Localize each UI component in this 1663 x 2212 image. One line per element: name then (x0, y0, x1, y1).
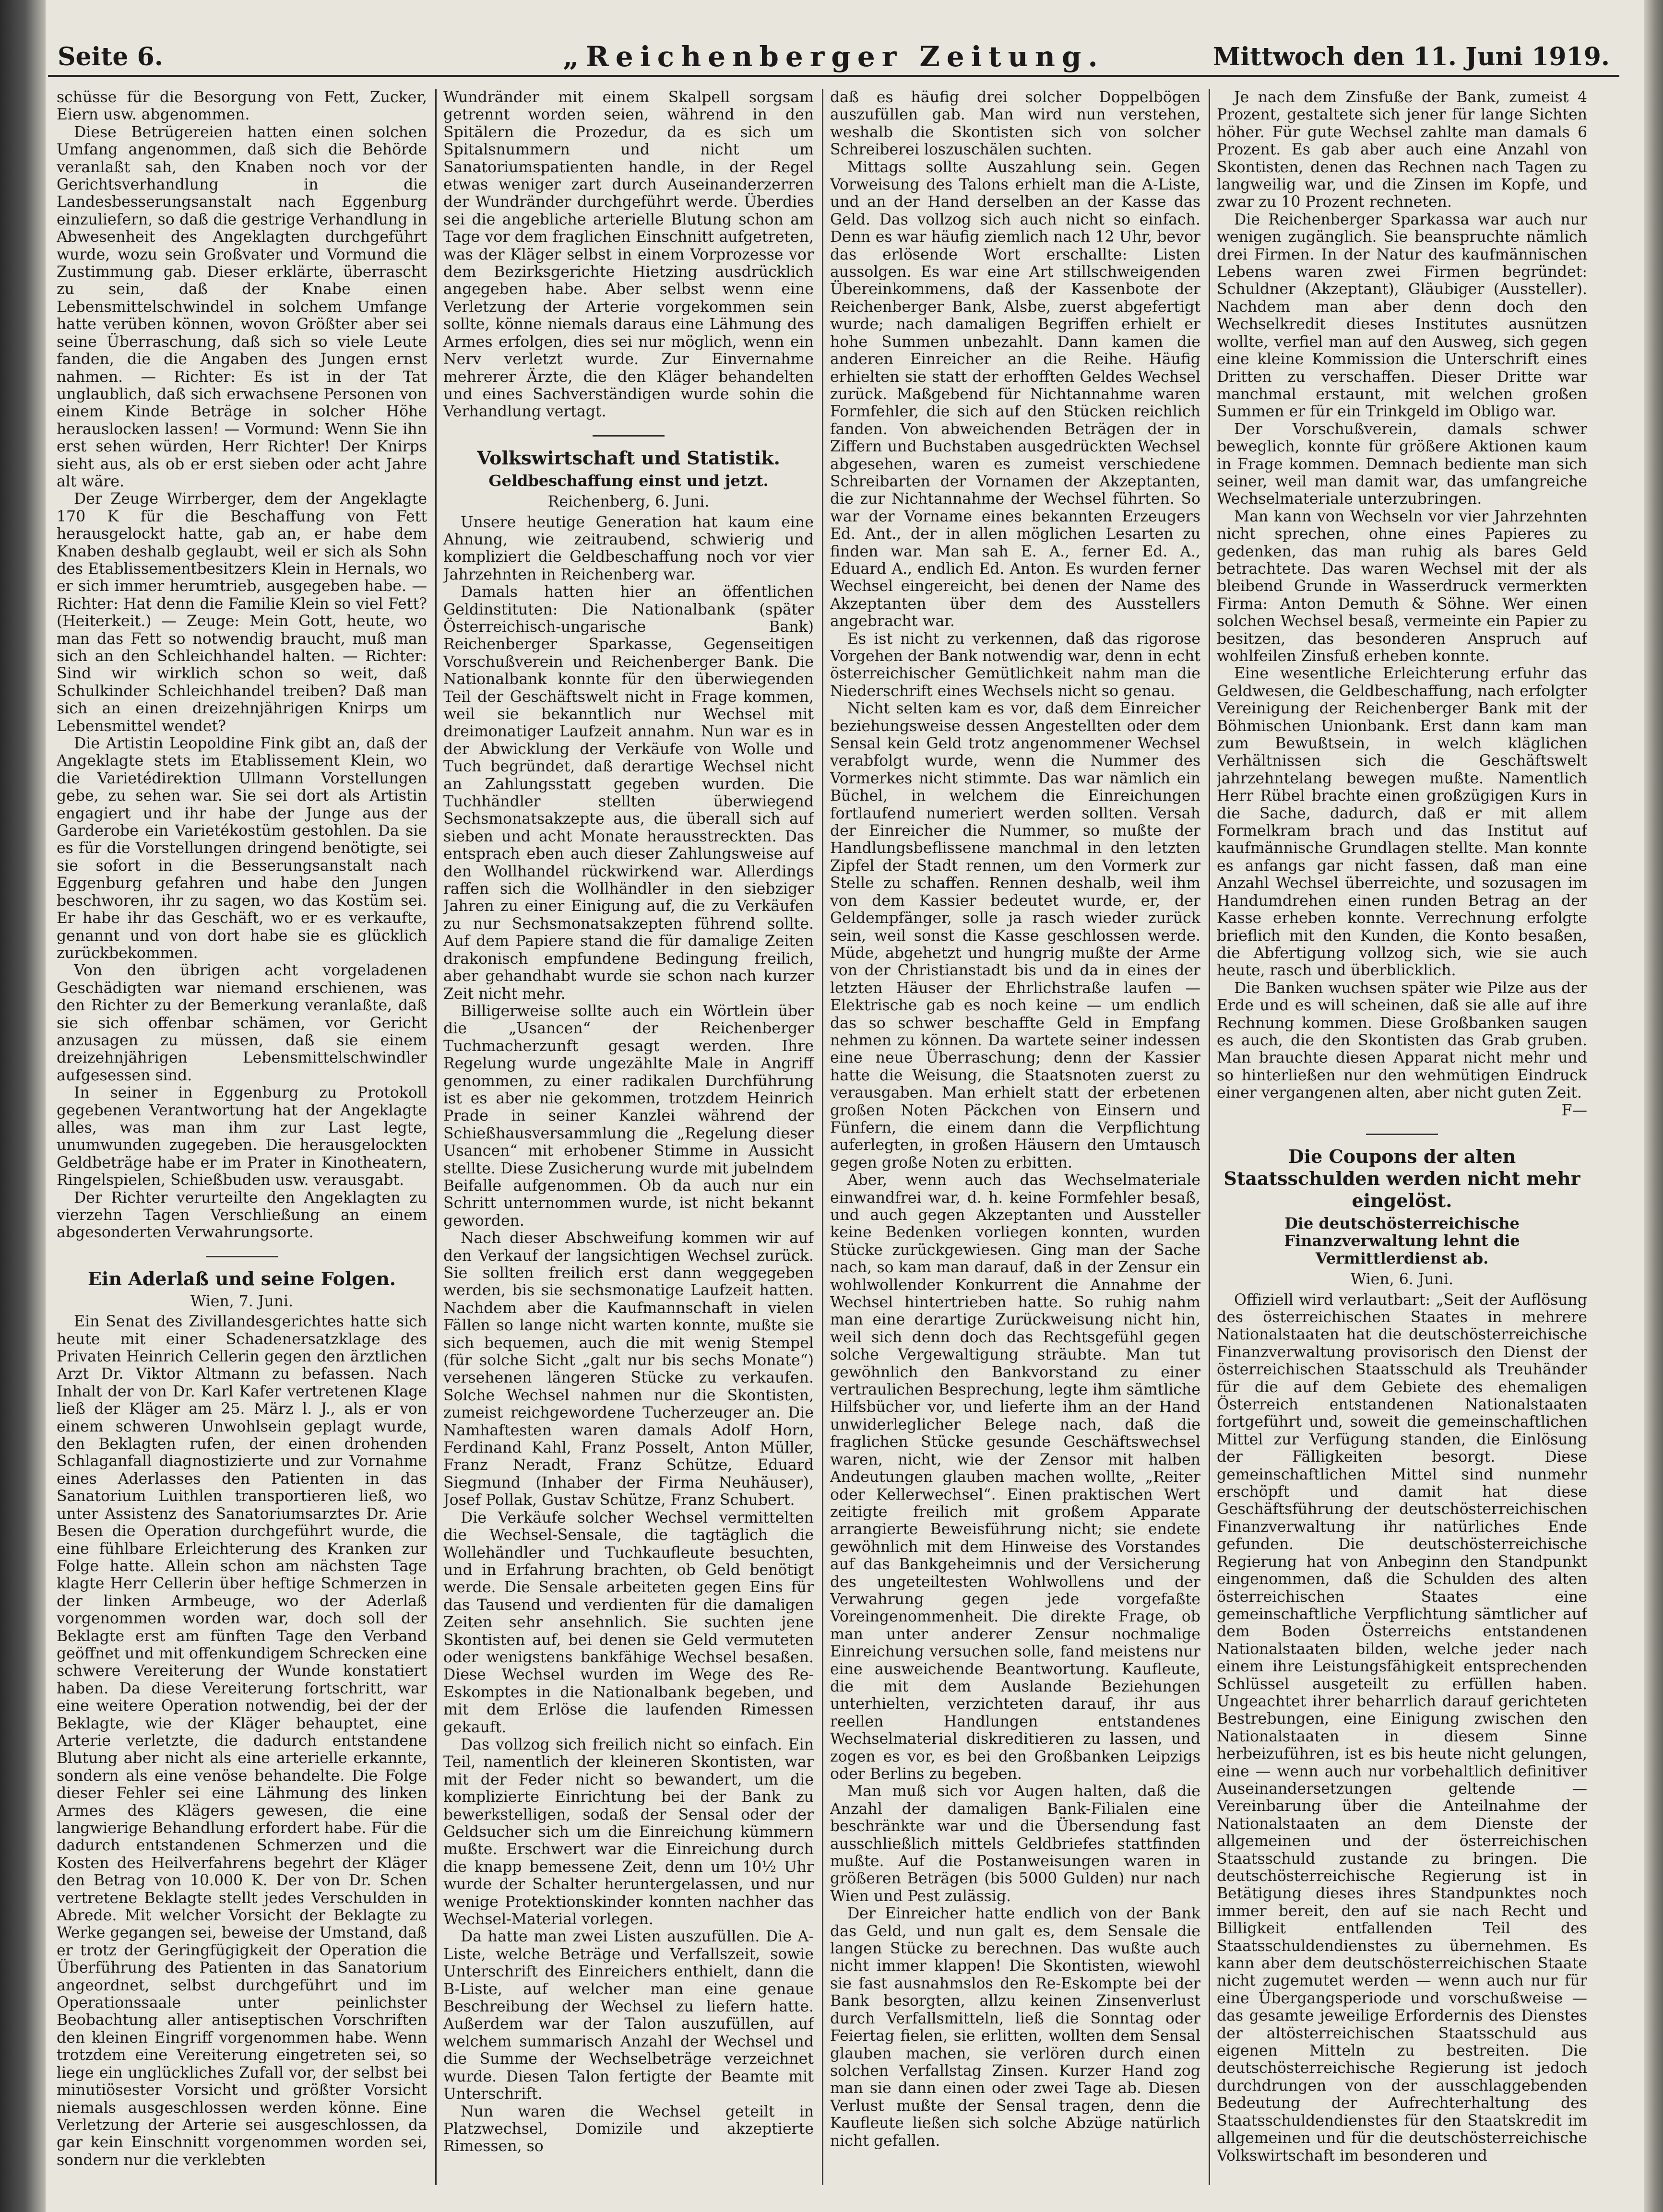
column-1 (57, 89, 427, 2185)
masthead (48, 37, 1619, 77)
text-columns (57, 89, 1616, 2185)
paragraph: Die Reichenberger Sparkassa war auch nur wenigen zugänglich. Sie beanspruchte nämlich drei Firmen. In der Natur des kaufmännischen Lebens waren zwei Firmen begründet: Schuldner (Akzeptant), Gläubiger (Aussteller). Nachdem man aber denn doch den Wechselkredit dieses Institutes ausnützen wollte, verfiel man auf den Ausweg, sich gegen eine kleine Kommission die Unterschrift eines Dritten zu verschaffen. Dieser Dritte war manchmal erstaunt, mit welchen großen Summen er für ein Trinkgeld im Obligo war. (1217, 211, 1587, 421)
paragraph: Die Banken wuchsen später wie Pilze aus der Erde und es will scheinen, daß sie alle auf ihre Rechnung kommen. Diese Großbanken saugen es auch, die den Skontisten das Grab gruben. Man brauchte diesen Apparat nicht mehr und so hinterließen nur den wehmütigen Eindruck einer vergangenen alten, aber nicht guten Zeit. (1217, 979, 1587, 1102)
paragraph: schüsse für die Besorgung von Fett, Zucker, Eiern usw. abgenommen. (57, 89, 427, 124)
paragraph: Man muß sich vor Augen halten, daß die Anzahl der damaligen Bank-Filialen eine beschränkte war und die Übersendung fast ausschließlich mittels Geldbriefes stattfinden mußte. Auf die Postanweisungen waren in größeren Beträgen (bis 5000 Gulden) nur nach Wien und Pest zulässig. (830, 1783, 1200, 1905)
paragraph: Diese Betrügereien hatten einen solchen Umfang angenommen, daß sich die Behörde veranlaßt sah, den Knaben noch vor der Gerichtsverhandlung in die Landesbesserungsanstalt nach Eggenburg einzuliefern, so daß die gestrige Verhandlung in Abwesenheit des Angeklagten durchgeführt wurde, wozu sein Großvater und Vormund die Zustimmung gab. Dieser erklärte, überrascht zu sein, daß der Knabe einen Lebensmittelschwindel in solchem Umfange hatte verüben können, wovon Größter aber sei seine Überraschung, daß sich so viele Leute fanden, die die Angaben des Jungen ernst nahmen. — Richter: Es ist in der Tat unglaublich, daß sich erwachsene Personen von einem Kinde Beträge in solcher Höhe herauslocken lassen! — Vormund: Wenn Sie ihn erst sehen würden, Herr Richter! Der Knirps sieht aus, als ob er erst sieben oder acht Jahre alt wäre. (57, 123, 427, 490)
article-dateline: Wien, 7. Juni. (190, 1292, 294, 1310)
paragraph: Nach dieser Abschweifung kommen wir auf den Verkauf der langsichtigen Wechsel zurück. Sie sollten freilich erst dann weggegeben werden, bis sie sechsmonatige Laufzeit hatten. Nachdem aber die Kaufmannschaft in vielen Fällen so lange nicht warten konnte, mußte sie sich bequemen, auch die mit wenig Stempel (für solche Sicht „galt nur bis sechs Monate“) versehenen längeren Stücke zu verkaufen. Solche Wechsel nahmen nur die Skontisten, zumeist reichgewordene Tucherzeuger an. Die Namhaftesten waren damals Adolf Horn, Ferdinand Kahl, Franz Posselt, Anton Müller, Franz Neradt, Franz Schütze, Eduard Siegmund (Inhaber der Firma Neuhäuser), Josef Pollak, Gustav Schütze, Franz Schubert. (443, 1230, 814, 1509)
paragraph: Mittags sollte Auszahlung sein. Gegen Vorweisung des Talons erhielt man die A-Liste, und an der Hand derselben an der Kasse das Geld. Das vollzog sich auch nicht so einfach. Denn es war häufig ziemlich nach 12 Uhr, bevor das erlösende Wort erschallte: Listen aussolgen. Es war eine Art stillschweigenden Übereinkommens, daß der Kassenbote der Reichenberger Bank, Alsbe, zuerst abgefertigt wurde; nach damaligen Begriffen erhielt er hohe Summen unbezahlt. Dann kamen die anderen Einreicher an die Reihe. Häufig erhielten sie statt der erhofften Geldes Wechsel zurück. Maßgebend für Nichtannahme waren Formfehler, die sich auf den Stücken reichlich fanden. Von abweichenden Beträgen der in Ziffern und Buchstaben ausgedrückten Wechsel abgesehen, waren es zumeist verschiedene Schreibarten der Vornamen der Akzeptanten, die zur Nichtannahme der Wechsel führten. So war der Vorname eines bekannten Erzeugers Ed. Ant., der in allen möglichen Lesarten zu finden war. Man sah E. A., ferner Ed. A., Eduard A., endlich Ed. Anton. Es wurden ferner Wechsel eingereicht, bei denen der Name des Akzeptanten über dem des Ausstellers angebracht war. (830, 158, 1200, 630)
paragraph: Die Artistin Leopoldine Fink gibt an, daß der Angeklagte stets im Etablissement Klein, wo die Varietédirektion Ullmann Vorstellungen gebe, zu sehen war. Sie sei dort als Artistin engagiert und ihr habe der Junge aus der Garderobe ein Varietékostüm gestohlen. Da sie es für die Vorstellungen dringend benötigte, sei sie sofort in die Besserungsanstalt nach Eggenburg gefahren und habe den Jungen beschworen, ihr zu sagen, wo das Kostüm sei. Er habe ihr das Geschäft, wo er es verkaufte, genannt und von dort habe sie es glücklich zurückbekommen. (57, 735, 427, 962)
scan-left-edge-shadow (0, 0, 46, 2212)
paragraph: Wundränder mit einem Skalpell sorgsam getrennt worden seien, während in den Spitälern die Prozedur, da es sich um Spitalsnummern und nicht um Sanatoriumspatienten handle, in der Regel etwas weniger zart durch Auseinanderzerren der Wundränder durchgeführt werde. Überdies sei die angebliche arterielle Blutung schon am Tage vor dem fraglichen Einschnitt aufgetreten, was der Kläger selbst in einem Vorprozesse vor dem Bezirksgerichte Hietzing ausdrücklich angegeben habe. Aber selbst wenn eine Verletzung der Arterie vorgekommen sein sollte, könne niemals daraus eine Lähmung des Armes erfolgen, dies sei nur möglich, wenn ein Nerv verletzt wurde. Zur Einvernahme mehrerer Ärzte, die den Kläger behandelten und eines Sachverständigen wurde sohin die Verhandlung vertagt. (443, 89, 814, 421)
paragraph: Von den übrigen acht vorgeladenen Geschädigten war niemand erschienen, was den Richter zu der Bemerkung veranlaßte, daß sie sich offenbar schämen, vor Gericht anzusagen zu müssen, daß sie einem dreizehnjährigen Lebensmittelschwindler aufgesessen sind. (57, 962, 427, 1084)
author-signature: F— (1561, 1101, 1587, 1119)
paragraph: Billigerweise sollte auch ein Wörtlein über die „Usancen“ der Reichenberger Tuchmacherzunft gesagt werden. Ihre Regelung wurde ungezählte Male in Angriff genommen, zu einer radikalen Durchführung ist es aber nie gekommen, trotzdem Heinrich Prade in seiner Kanzlei während der Schießhausversammlung die „Regelung dieser Usancen“ mit erhobener Stimme in Aussicht stellte. Diese Zusicherung wurde mit jubelndem Beifalle aufgenommen. Ob da auch nur ein Schritt unternommen wurde, ist nicht bekannt geworden. (443, 1002, 814, 1230)
paragraph: Der Vorschußverein, damals schwer beweglich, konnte für größere Aktionen kaum in Frage kommen. Demnach bediente man sich seiner, weil man damit war, das umfangreiche Wechselmateriale unterzubringen. (1217, 420, 1587, 508)
paragraph: Der Zeuge Wirrberger, dem der Angeklagte 170 K für die Beschaffung von Fett herausgelockt hatte, gab an, er habe dem Knaben deshalb geglaubt, weil er sich als Sohn des Etablissementbesitzers Klein in Hernals, wo er sich immer herumtrieb, ausgegeben habe. — Richter: Hat denn die Familie Klein so viel Fett? (Heiterkeit.) — Zeuge: Mein Gott, heute, wo man das Fett so notwendig braucht, muß man sich an den Schleichhandel halten. — Richter: Sind wir wirklich schon so weit, daß Schulkinder Schleichhandel treiben? Daß man sich an einen dreizehnjährigen Knirps um Lebensmittel wendet? (57, 490, 427, 735)
paragraph: Das vollzog sich freilich nicht so einfach. Ein Teil, namentlich der kleineren Skontisten, war mit der Feder nicht so bewandert, um die komplizierte Einrichtung bei der Bank zu bewerkstelligen, sodaß der Sensal oder der Geldsucher sich um die Einreichung kümmern mußte. Erschwert war die Einreichung durch die knapp bemessene Zeit, denn um 10½ Uhr wurde der Schalter heruntergelassen, und nur wenige Protektionskinder konnten nachher das Wechsel-Material vorlegen. (443, 1736, 814, 1928)
paragraph: Da hatte man zwei Listen auszufüllen. Die A-Liste, welche Beträge und Verfallszeit, sowie Unterschrift des Einreichers enthielt, dann die B-Liste, auf welcher man eine genaue Beschreibung der Wechsel zu liefern hatte. Außerdem war der Talon auszufüllen, auf welchem summarisch Anzahl der Wechsel und die Summe der Wechselbeträge verzeichnet wurde. Diesen Talon fertigte der Beamte mit Unterschrift. (443, 1928, 814, 2103)
section-separator (593, 435, 665, 437)
article-subheadline: Geldbeschaffung einst und jetzt. (488, 471, 769, 490)
paragraph: Damals hatten hier an öffentlichen Geldinstituten: Die Nationalbank (später Österreichisch-ungarische Bank) Reichenberger Sparkasse, Gegenseitigen Vorschußverein und Reichenberger Bank. Die Nationalbank konnte für den überwiegenden Teil der Geschäftswelt nicht in Frage kommen, weil sie bekanntlich nur Wechsel mit dreimonatiger Laufzeit annahm. Nun war es in der Abwicklung der Verkäufe von Wolle und Tuch begründet, daß derartige Wechsel nicht an Zahlungsstatt gegeben wurden. Die Tuchhändler stellten überwiegend Sechsmonatsakzepte aus, die überall sich auf sieben und acht Monate herausstreckten. Das entsprach eben auch dieser Zahlungsweise auf den Wollhandel rückwirkend war. Allerdings raffen sich die Wollhändler in den siebziger Jahren zu einer Einigung auf, die zu Verkäufen zu nur Sechsmonatsakzepten führend sollte. Auf dem Papiere stand die für damalige Zeiten drakonisch empfundene Bedingung freilich, aber gehandhabt wurde sie schon nach kurzer Zeit nicht mehr. (443, 583, 814, 1003)
column-4 (1217, 89, 1587, 2185)
paragraph: Der Einreicher hatte endlich von der Bank das Geld, und nun galt es, dem Sensale die langen Stücke zu berechnen. Das wußte auch nicht immer klappen! Die Skontisten, wiewohl sie fast ausnahmslos den Re-Eskompte bei der Bank besorgten, allzu keinen Zinsenverlust durch Verfallsmitteln, ließ die Sonntag oder Feiertag fielen, sie erlitten, wollten dem Sensal glauben machen, sie verlören durch einen solchen Verfallstag Zinsen. Kurzer Hand zog man sie dann einen oder zwei Tage ab. Diesen Verlust mußte der Sensal tragen, denn die Kaufleute ließen sich solche Abzüge natürlich nicht gefallen. (830, 1905, 1200, 2150)
article-headline: Die Coupons der alten Staatsschulden werden nicht mehr eingelöst. (1223, 1145, 1580, 1211)
paragraph: Es ist nicht zu verkennen, daß das rigorose Vorgehen der Bank notwendig war, denn in echt österreichischer Gemütlichkeit nahm man die Niederschrift eines Wechsels nicht so genau. (830, 630, 1200, 700)
section-separator (206, 1256, 278, 1257)
newspaper-title: „Reichenberger Zeitung. (563, 40, 1105, 73)
article-dateline: Wien, 6. Juni. (1350, 1271, 1454, 1289)
column-2 (443, 89, 814, 2185)
page-number: Seite 6. (58, 42, 163, 71)
article-headline: Ein Aderlaß und seine Folgen. (87, 1267, 396, 1289)
column-rule (1209, 89, 1210, 2185)
scan-right-edge-shadow (1644, 0, 1663, 2212)
paragraph: Nun waren die Wechsel geteilt in Platzwechsel, Domizile und akzeptierte Rimessen, so (443, 2103, 814, 2155)
column-rule (822, 89, 823, 2185)
column-3 (830, 89, 1200, 2185)
paragraph: Aber, wenn auch das Wechselmateriale einwandfrei war, d. h. keine Formfehler besaß, und auch gegen Akzeptanten und Aussteller keine Bedenken vorliegen konnten, wurden Stücke zurückgewiesen. Ging man der Sache nach, so kam man darauf, daß in der Zensur ein wohlwollender Konkurrent die Annahme der Wechsel hintertrieben hatte. So ruhig nahm man eine derartige Zurückweisung nicht hin, weil sich denn doch das Rechtsgefühl gegen solche Vergewaltigung sträubte. Man tut gewöhnlich den Bankvorstand zu einer vertraulichen Besprechung, legte ihm sämtliche Hilfsbücher vor, und lieferte ihm an der Hand unwiderleglicher Belege nach, daß die fraglichen Stücke gesunde Geschäftswechsel waren, nicht, wie der Zensor mit halben Andeutungen glauben machen wollte, „Reiter oder Kellerwechsel“. Einen praktischen Wert zeitigte freilich mit großem Apparate arrangierte Beweisführung nicht; sie endete gewöhnlich mit dem Hinweise des Vorstandes auf das Bankgeheimnis und der Versicherung des ungeteiltesten Wohlwollens und der Verwahrung gegen jede vorgefaßte Voreingenommenheit. Die direkte Frage, ob man unter anderer Zensur nochmalige Einreichung versuchen solle, fand meistens nur eine ausweichende Beantwortung. Kaufleute, die mit dem Auslande Beziehungen unterhielten, verzichteten darauf, ihr aus reellen Handlungen entstandenes Wechselmaterial diskreditieren zu lassen, und zogen es vor, es bei den Großbanken Leipzigs oder Berlins zu begeben. (830, 1171, 1200, 1783)
article-headline: Volkswirtschaft und Statistik. (477, 447, 780, 469)
issue-date: Mittwoch den 11. Juni 1919. (1212, 42, 1610, 71)
paragraph: Eine wesentliche Erleichterung erfuhr das Geldwesen, die Geldbeschaffung, nach erfolgter Vereinigung der Reichenberger Bank mit der Böhmischen Unionbank. Erst dann kam man zum Bewußtsein, in welch kläglichen Verhältnissen sich die Geschäftswelt jahrzehntelang bewegen mußte. Namentlich Herr Rübel brachte einen großzügigen Kurs in die Sache, dadurch, daß er mit allem Formelkram brach und das Institut auf kaufmännische Grundlagen stellte. Man konnte es anfangs gar nicht fassen, daß man eine Anzahl Wechsel überreichte, und sozusagen im Handumdrehen einen runden Betrag an der Kasse erheben konnte. Verrechnung erfolgte brieflich mit den Kunden, die Konto besaßen, die Abfertigung vollzog sich, wie sie auch heute, rasch und überblicklich. (1217, 665, 1587, 980)
paragraph: Unsere heutige Generation hat kaum eine Ahnung, wie zeitraubend, schwierig und kompliziert die Geldbeschaffung noch vor vier Jahrzehnten in Reichenberg war. (443, 513, 814, 583)
paragraph: Man kann von Wechseln vor vier Jahrzehnten nicht sprechen, ohne eines Papieres zu gedenken, das man ruhig als bares Geld betrachtete. Das waren Wechsel mit der als bleibend Grunde in Wasserdruck vermerkten Firma: Anton Demuth & Söhne. Wer einen solchen Wechsel besaß, vermeinte ein Papier zu besitzen, das besonderen Anspruch auf wohlfeilen Zinsfuß erheben konnte. (1217, 508, 1587, 665)
paragraph: Offiziell wird verlautbart: „Seit der Auflösung des österreichischen Staates in mehrere Nationalstaaten hat die deutschösterreichische Finanzverwaltung provisorisch den Dienst der österreichischen Staatsschuld als Treuhänder für die auf dem Gebiete des ehemaligen Österreich entstandenen Nationalstaaten fortgeführt und, soweit die gemeinschaftlichen Mittel zur Verfügung standen, die Einlösung der Fälligkeiten besorgt. Diese gemeinschaftlichen Mittel sind nunmehr erschöpft und damit hat diese Geschäftsführung der deutschösterreichischen Finanzverwaltung ihr natürliches Ende gefunden. Die deutschösterreichische Regierung hat von Anbeginn den Standpunkt eingenommen, daß die Schulden des alten österreichischen Staates eine gemeinschaftliche Verpflichtung sämtlicher auf dem Boden Österreichs entstandenen Nationalstaaten bilden, welche jeder nach einem ihre Leistungsfähigkeit entsprechenden Schlüssel ausgeteilt zu erfüllen haben. Ungeachtet ihrer beharrlich darauf gerichteten Bestrebungen, eine Einigung zwischen den Nationalstaaten in diesem Sinne herbeizuführen, ist es bis heute nicht gelungen, eine — wenn auch nur vorbehaltlich definitiver Auseinandersetzungen geltende — Vereinbarung über die Anteilnahme der Nationalstaaten an dem Dienste der allgemeinen und der österreichischen Staatsschuld zustande zu bringen. Die deutschösterreichische Regierung ist in Betätigung dieses ihres Standpunktes noch immer bereit, den auf sie nach Recht und Billigkeit entfallenden Teil des Staatsschuldendienstes zu übernehmen. Es kann aber dem deutschösterreichischen Staate nicht zugemutet werden — wenn auch nur für eine Übergangsperiode und vorschußweise — das gesamte jeweilige Erfordernis des Dienstes der altösterreichischen Staatsschuld aus eigenen Mitteln zu bestreiten. Die deutschösterreichische Regierung ist jedoch durchdrungen von der ausschlaggebenden Bedeutung der Aufrechterhaltung des Staatsschuldendienstes für den Staatskredit im allgemeinen und für die deutschösterreichische Volkswirtschaft im besonderen und (1217, 1291, 1587, 2165)
paragraph: Ein Senat des Zivillandesgerichtes hatte sich heute mit einer Schadenersatzklage des Privaten Heinrich Cellerin gegen den ärztlichen Arzt Dr. Viktor Altmann zu befassen. Nach Inhalt der von Dr. Karl Kafer vertretenen Klage ließ der Kläger am 25. März l. J., als er von einem schweren Unwohlsein geplagt wurde, den Beklagten rufen, der einen drohenden Schlaganfall diagnostizierte und zur Vornahme eines Aderlasses den Patienten in das Sanatorium Luithlen transportieren ließ, wo unter Assistenz des Sanatoriumsarztes Dr. Arie Besen die Operation durchgeführt wurde, die eine fühlbare Erleichterung des Kranken zur Folge hatte. Allein schon am nächsten Tage klagte Herr Cellerin über heftige Schmerzen in der linken Armbeuge, wo der Aderlaß vorgenommen worden war, doch soll der Beklagte erst am fünften Tage den Verband geöffnet und mit offenkundigem Schrecken eine schwere Vereiterung der Wunde konstatiert haben. Da diese Vereiterung fortschritt, war eine weitere Operation notwendig, bei der der Beklagte, wie der Kläger behauptet, eine Arterie verletzte, die dadurch entstandene Blutung aber nicht als eine arterielle erkannte, sondern als eine venöse behandelte. Die Folge dieser Fehler sei eine Lähmung des linken Armes des Klägers gewesen, die eine langwierige Behandlung erfordert habe. Für die dadurch entstandenen Schmerzen und die Kosten des Heilverfahrens begehrt der Kläger den Betrag von 10.000 K. Der von Dr. Schen vertretene Beklagte stellt jedes Verschulden in Abrede. Mit welcher Vorsicht der Beklagte zu Werke gegangen sei, beweise der Umstand, daß er trotz der Geringfügigkeit der Operation die Überführung des Patienten in das Sanatorium angeordnet, selbst durchgeführt und im Operationssaale unter peinlichster Beobachtung aller antiseptischen Vorschriften den kleinen Eingriff vorgenommen habe. Wenn trotzdem eine Vereiterung eingetreten sei, so liege ein unglückliches Zufall vor, der selbst bei minutiösester Vorsicht und größter Vorsicht niemals ausgeschlossen werden könne. Eine Verletzung der Arterie sei ausgeschlossen, da gar kein Einschnitt vorgenommen worden sei, sondern nur die verklebten (57, 1313, 427, 2169)
paragraph: Der Richter verurteilte den Angeklagten zu vierzehn Tagen Verschließung an einem abgesonderten Verwahrungsorte. (57, 1189, 427, 1242)
paragraph: In seiner in Eggenburg zu Protokoll gegebenen Verantwortung hat der Angeklagte alles, was man ihm zur Last legte, unumwunden zugegeben. Die herausgelockten Geldbeträge habe er im Prater in Kinotheatern, Ringelspielen, Schießbuden usw. verausgabt. (57, 1084, 427, 1189)
paragraph: daß es häufig drei solcher Doppelbögen auszufüllen gab. Man wird nun verstehen, weshalb die Skontisten sich von solcher Schreiberei loszuschälen suchten. (830, 89, 1200, 159)
paragraph: Nicht selten kam es vor, daß dem Einreicher beziehungsweise dessen Angestellten oder dem Sensal kein Geld trotz angenommener Wechsel verabfolgt wurde, wenn die Nummer des Vormerkes nicht stimmte. Das war nämlich ein Büchel, in welchem die Einreichungen fortlaufend numeriert werden sollten. Versah der Einreicher die Nummer, so mußte der Handlungsbeflissene manchmal in den letzten Zipfel der Stadt rennen, um den Vormerk zur Stelle zu schaffen. Rennen deshalb, weil ihm von dem Kassier bedeutet wurde, er, der Geldempfänger, solle ja rasch wieder zurück sein, weil sonst die Kasse geschlossen werde. Müde, abgehetzt und hungrig mußte der Arme von der Christianstadt bis und da in eines der letzten Häuser der Ehrlichstraße laufen — Elektrische gab es noch keine — um endlich das so schwer beschaffte Geld in Empfang nehmen zu können. Da wartete seiner indessen eine neue Überraschung; denn der Kassier hatte die Weisung, die Staatsnoten zuerst zu verausgaben. Man erhielt statt der erbetenen großen Noten Päckchen von Einsern und Fünfern, die einem dann die Verpflichtung auferlegten, in großen Häusern den Umtausch gegen große Noten zu erbitten. (830, 700, 1200, 1171)
paragraph: Die Verkäufe solcher Wechsel vermittelten die Wechsel-Sensale, die tagtäglich die Wollehändler und Tuchkaufleute besuchten, und in Erfahrung brachten, ob Geld benötigt werde. Die Sensale arbeiteten gegen Eins für das Tausend und verdienten für die damaligen Zeiten sehr ansehnlich. Sie suchten jene Skontisten auf, bei denen sie Geld vermuteten oder wenigstens bankfähige Wechsel besaßen. Diese Wechsel wurden im Wege des Re-Eskomptes in die Nationalbank begeben, und mit dem Erlöse die laufenden Rimessen gekauft. (443, 1509, 814, 1736)
paragraph: Je nach dem Zinsfuße der Bank, zumeist 4 Prozent, gestaltete sich jener für lange Sichten höher. Für gute Wechsel zahlte man damals 6 Prozent. Es gab aber auch eine Anzahl von Skontisten, denen das Rechnen nach Tagen zu langweilig war, und die Zinsen im Kopfe, und zwar zu 10 Prozent rechneten. (1217, 89, 1587, 211)
section-separator (1366, 1134, 1438, 1135)
column-rule (435, 89, 437, 2185)
article-dateline: Reichenberg, 6. Juni. (547, 493, 710, 511)
article-subheadline: Die deutschösterreichische Finanzverwaltung lehnt die Vermittlerdienst ab. (1284, 1214, 1520, 1267)
